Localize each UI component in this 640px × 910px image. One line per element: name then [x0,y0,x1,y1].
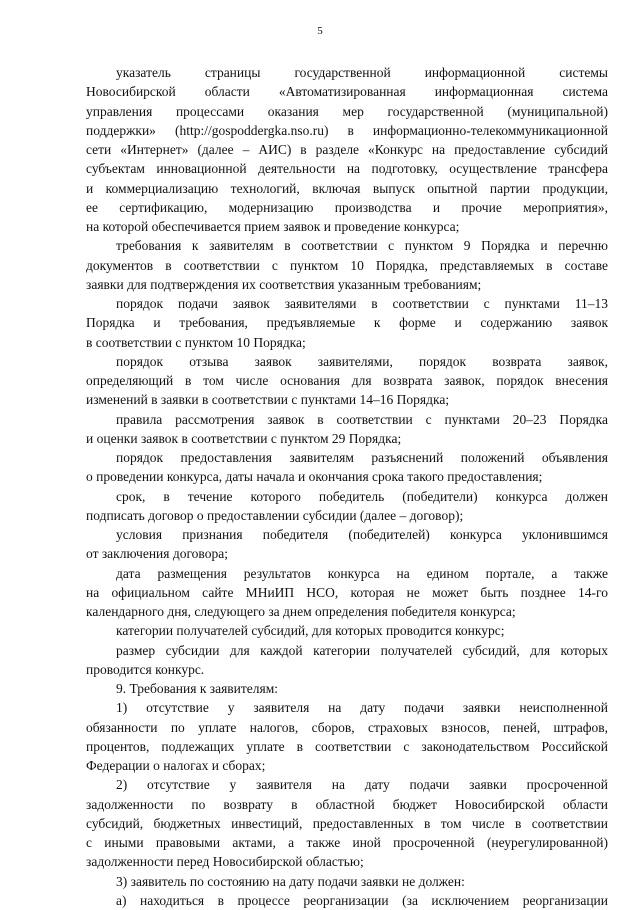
text-line: от заключения договора; [86,546,228,562]
text-line: условия признания победителя (победителей) конкурса уклонившимся [116,527,608,542]
text-line: задолженности по возврату в областной бюджет Новосибирской области [86,796,608,812]
text-line: порядок отзыва заявок заявителями, порядок возврата заявок, [116,353,608,369]
text-line: 1) отсутствие у заявителя на дату подачи заявки неисполненной [116,700,608,716]
text-line: а) находиться в процессе реорганизации (за исключением реорганизации [116,892,608,908]
text-line: 3) заявитель по состоянию на дату подачи заявки не должен: [116,873,465,889]
text-line: управления процессами оказания мер государственной (муниципальной) [86,103,608,119]
text-line: определяющий в том числе основания для возврата заявок, порядок внесения [86,373,608,388]
text-line: субсидий, бюджетных инвестиций, предоставленных в том числе в соответствии [86,815,608,831]
text-line: с иными правовыми актами, а также иной просроченной (неурегулированной) [86,835,608,850]
text-line: проводится конкурс. [86,661,205,677]
text-line: в соответствии с пунктом 10 Порядка; [86,334,306,350]
text-line: подписать договор о предоставлении субсидии (далее – договор); [86,507,464,523]
text-line: 2) отсутствие у заявителя на дату подачи заявки просроченной [116,777,608,793]
text-line: поддержки» (http://gospoddergka.nso.ru) в информационно-телекоммуникационной [86,122,608,138]
text-line: субъектам инновационной деятельности на подготовку, осуществление трансфера [86,161,608,177]
text-line: порядок подачи заявок заявителями в соответствии с пунктами 11–13 [116,296,608,311]
text-line: календарного дня, следующего за днем определения победителя конкурса; [86,604,516,619]
text-line: дата размещения результатов конкурса на едином портале, а также [116,565,608,581]
text-line: требования к заявителям в соответствии с пунктом 9 Порядка и перечню [116,238,608,254]
text-line: и оценки заявок в соответствии с пунктом 29 Порядка; [86,430,402,446]
text-line: 9. Требования к заявителям: [116,681,279,696]
text-line: Порядка и требования, предъявляемые к форме и содержанию заявок [86,315,608,331]
text-line: указатель страницы государственной информационной системы [116,65,608,80]
text-line: сети «Интернет» (далее – АИС) в разделе «Конкурс на предоставление субсидий [86,142,608,157]
text-line: ее сертификацию, модернизацию производства и прочие мероприятия», [86,199,608,215]
text-line: обязанности по уплате налогов, сборов, страховых взносов, пеней, штрафов, [86,719,608,735]
text-line: процентов, подлежащих уплате в соответствии с законодательством Российской [86,738,608,754]
text-line: правила рассмотрения заявок в соответствии с пунктами 20–23 Порядка [116,411,608,427]
text-line: на официальном сайте МНиИП НСО, которая не может быть позднее 14-го [86,584,608,600]
page-number: 5 [317,25,323,37]
text-line: и коммерциализацию технологий, включая выпуск опытной партии продукции, [86,180,608,196]
text-line: на которой обеспечивается прием заявок и проведение конкурса; [86,219,460,234]
text-line: порядок предоставления заявителям разъяснений положений объявления [116,450,608,465]
text-line: заявки для подтверждения их соответствия указанным требованиям; [86,276,482,292]
text-line: о проведении конкурса, даты начала и окончания срока такого предоставления; [86,469,543,485]
text-line: размер субсидии для каждой категории получателей субсидий, для которых [116,642,608,658]
text-line: изменений в заявки в соответствии с пунктами 14–16 Порядка; [86,392,450,408]
document-body [86,63,608,910]
text-line: задолженности перед Новосибирской областью; [86,854,364,870]
text-line: срок, в течение которого победитель (победители) конкурса должен [116,488,608,504]
text-line: документов в соответствии с пунктом 10 Порядка, представляемых в составе [86,257,608,273]
text-line: Новосибирской области «Автоматизированная информационная система [86,84,608,100]
text-line: категории получателей субсидий, для которых проводится конкурс; [116,623,505,639]
text-line: Федерации о налогах и сборах; [86,758,266,773]
